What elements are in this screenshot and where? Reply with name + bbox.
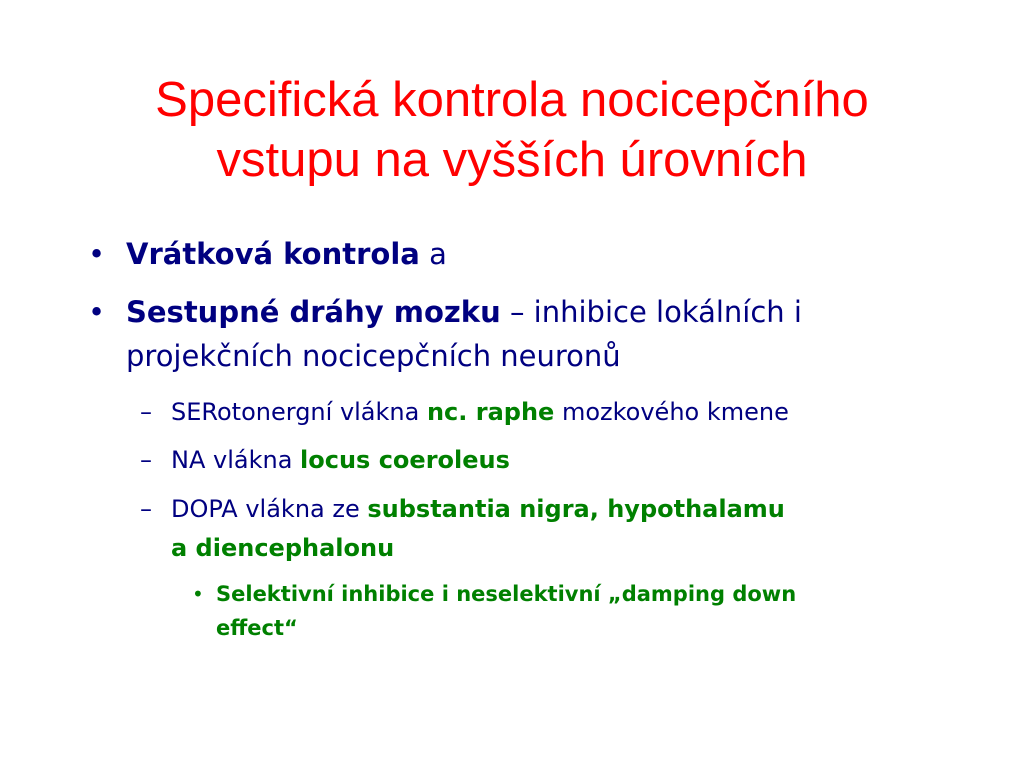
subsubitem-line-1: Selektivní inhibice i neselektivní „damping down — [216, 582, 797, 606]
subitem-3-continuation: a diencephalonu — [171, 534, 395, 562]
dash-icon: – — [140, 446, 152, 474]
item-2-bold: Sestupné dráhy mozku — [126, 295, 501, 329]
subitem-1 — [171, 395, 789, 429]
bullet-icon: • — [88, 295, 106, 329]
subitem-1-post: mozkového kmene — [554, 398, 789, 426]
title-line-1: Specifická kontrola nocicepčního — [155, 73, 869, 127]
list-item-1 — [126, 234, 447, 274]
dash-icon: – — [140, 495, 152, 523]
subitem-2-highlight: locus coeroleus — [300, 446, 510, 474]
item-2-rest: – inhibice lokálních i — [500, 295, 802, 329]
list-item-2 — [126, 292, 802, 332]
subitem-3-pre: DOPA vlákna ze — [171, 495, 368, 523]
bullet-icon: • — [88, 237, 106, 271]
item-1-rest: a — [419, 237, 447, 271]
dash-icon: – — [140, 398, 152, 426]
subsubitem-line-2: effect“ — [216, 616, 298, 640]
item-1-bold: Vrátková kontrola — [126, 237, 420, 271]
subitem-3-highlight: substantia nigra, hypothalamu — [367, 495, 785, 523]
subitem-1-highlight: nc. raphe — [426, 398, 555, 426]
title-line-2: vstupu na vyšších úrovních — [216, 133, 808, 187]
subitem-2-pre: NA vlákna — [171, 446, 301, 474]
subitem-2 — [171, 443, 510, 477]
slide-title — [60, 70, 964, 190]
subitem-3 — [171, 492, 785, 526]
subitem-1-pre: SERotonergní vlákna — [171, 398, 427, 426]
list-item-2-continuation: projekčních nocicepčních neuronů — [126, 339, 621, 373]
bullet-icon: • — [192, 582, 204, 606]
